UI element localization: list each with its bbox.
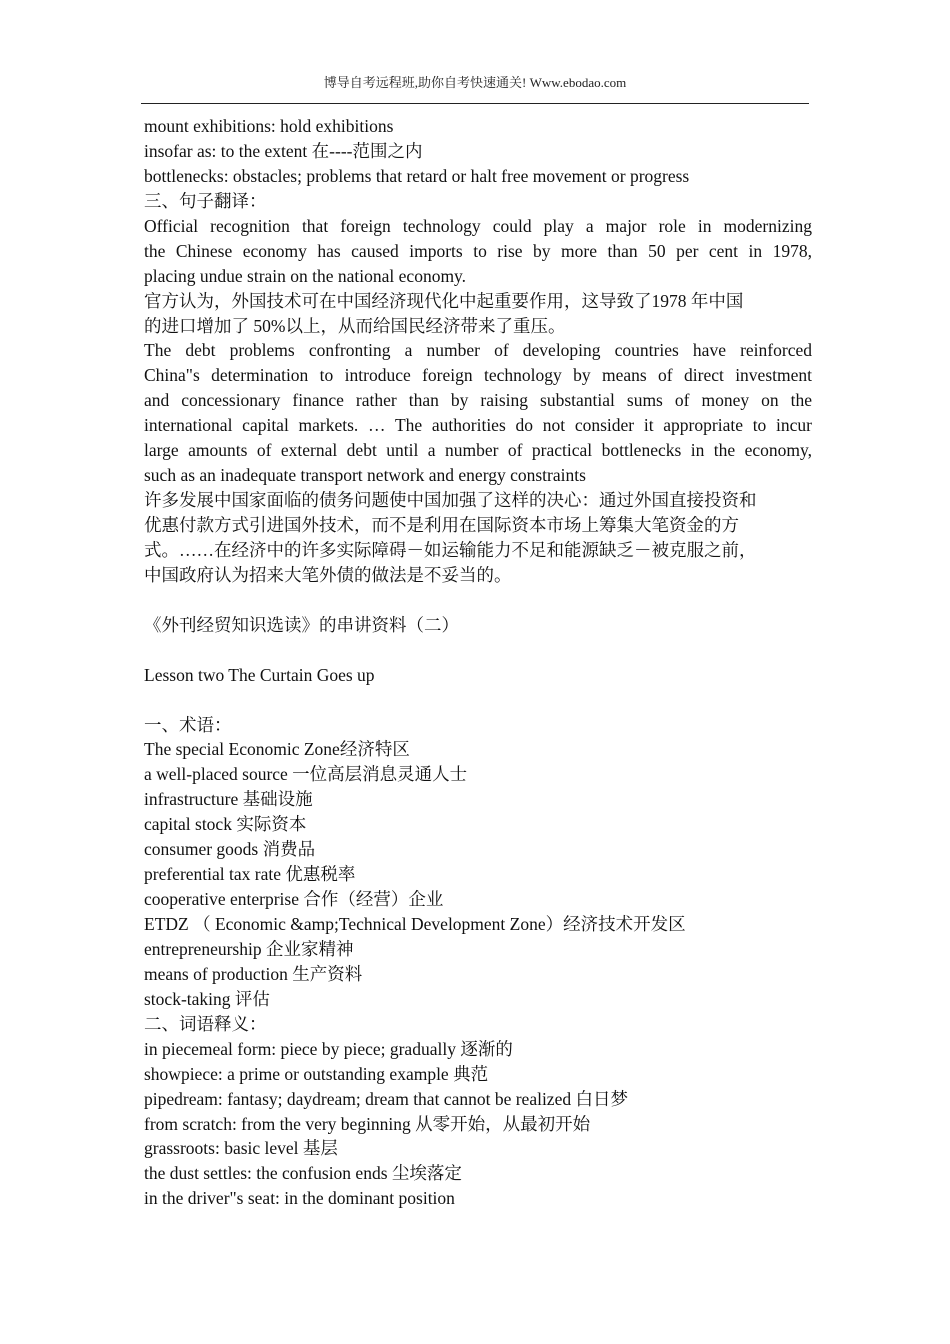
paragraph-line: international capital markets. … The authorities do not consider it appropriate to incur — [144, 415, 812, 436]
term-line: stock-taking 评估 — [144, 988, 270, 1009]
term-line: in piecemeal form: piece by piece; gradually 逐渐的 — [144, 1038, 513, 1059]
term-line: means of production 生产资料 — [144, 963, 363, 984]
translation-line: 官方认为，外国技术可在中国经济现代化中起重要作用，这导致了1978 年中国 — [144, 290, 744, 311]
paragraph-line: placing undue strain on the national economy. — [144, 265, 467, 286]
document-body — [144, 114, 812, 1211]
blank-line — [144, 638, 812, 663]
paragraph-line: China"s determination to introduce foreign technology by means of direct investment — [144, 365, 812, 386]
term-line: infrastructure 基础设施 — [144, 789, 313, 810]
term-line: preferential tax rate 优惠税率 — [144, 864, 356, 885]
translation-line: 式。……在经济中的许多实际障碍－如运输能力不足和能源缺乏－被克服之前， — [144, 539, 757, 560]
term-line: in the driver"s seat: in the dominant position — [144, 1188, 455, 1209]
lesson-title: Lesson two The Curtain Goes up — [144, 664, 375, 685]
term-line: capital stock 实际资本 — [144, 814, 307, 835]
page-header: 博导自考远程班,助你自考快速通关! Www.ebodao.com — [323, 75, 627, 90]
paragraph-line: and concessionary finance rather than by raising substantial sums of money on the — [144, 390, 812, 411]
term-line: cooperative enterprise 合作（经营）企业 — [144, 889, 444, 910]
term-line: ETDZ （ Economic &amp;Technical Development Zone）经济技术开发区 — [144, 914, 686, 934]
term-line: The special Economic Zone经济特区 — [144, 739, 410, 760]
term-line: entrepreneurship 企业家精神 — [144, 938, 354, 959]
document-title: 《外刊经贸知识选读》的串讲资料（二） — [144, 614, 459, 635]
blank-line — [144, 588, 812, 613]
term-line: insofar as: to the extent 在----范围之内 — [144, 140, 423, 161]
paragraph-line: the Chinese economy has caused imports to rise by more than 50 per cent in 1978, — [144, 240, 812, 261]
term-line: bottlenecks: obstacles; problems that retard or halt free movement or progress — [144, 165, 690, 186]
paragraph-line: Official recognition that foreign technology could play a major role in modernizing — [144, 215, 812, 236]
section-heading: 三、句子翻译： — [144, 190, 267, 211]
paragraph-line: such as an inadequate transport network and energy constraints — [144, 465, 586, 486]
paragraph-line: The debt problems confronting a number of developing countries have reinforced — [144, 340, 812, 361]
section-heading: 一、术语： — [144, 714, 232, 735]
translation-line: 中国政府认为招来大笔外债的做法是不妥当的。 — [144, 564, 512, 585]
term-line: pipedream: fantasy; daydream; dream that cannot be realized 白日梦 — [144, 1088, 628, 1109]
header-rule — [141, 103, 809, 104]
translation-line: 许多发展中国家面临的债务问题使中国加强了这样的决心：通过外国直接投资和 — [144, 490, 757, 511]
term-line: consumer goods 消费品 — [144, 839, 316, 860]
term-line: mount exhibitions: hold exhibitions — [144, 116, 394, 136]
translation-line: 优惠付款方式引进国外技术，而不是利用在国际资本市场上筹集大笔资金的方 — [144, 515, 739, 535]
paragraph-line: large amounts of external debt until a number of practical bottlenecks in the economy, — [144, 440, 812, 461]
translation-line: 的进口增加了 50%以上，从而给国民经济带来了重压。 — [144, 315, 566, 336]
blank-line — [144, 688, 812, 713]
term-line: showpiece: a prime or outstanding example 典范 — [144, 1063, 489, 1084]
term-line: the dust settles: the confusion ends 尘埃落定 — [144, 1163, 462, 1184]
term-line: from scratch: from the very beginning 从零开始，从最初开始 — [144, 1113, 591, 1134]
term-line: a well-placed source 一位高层消息灵通人士 — [144, 764, 468, 785]
term-line: grassroots: basic level 基层 — [144, 1138, 338, 1159]
section-heading: 二、词语释义： — [144, 1013, 267, 1034]
